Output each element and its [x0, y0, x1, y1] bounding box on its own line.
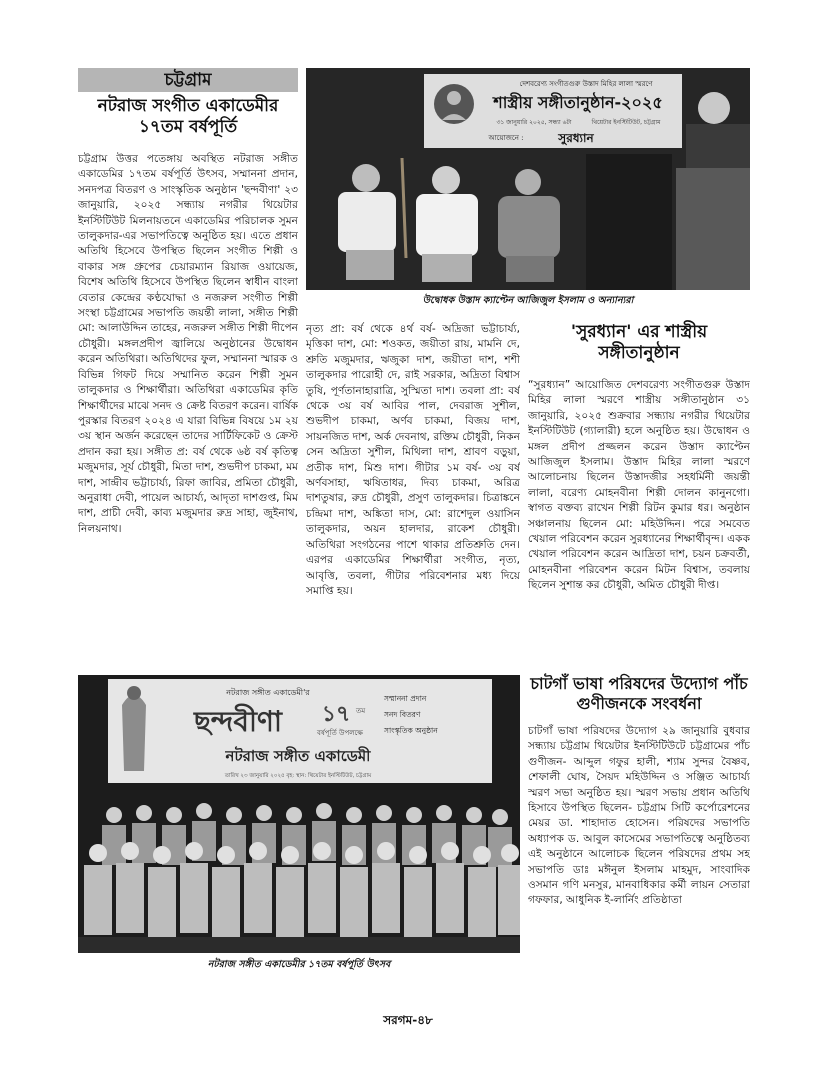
natoraj-banner-item-2: সনদ বিতরণ: [384, 710, 421, 719]
guest-figure-1: [352, 164, 380, 192]
banner-line1: দেশবরেণ্য সংগীতগুরু উস্তাদ মিহির লালা স্মরণে: [519, 80, 653, 88]
photo-natoraj-stage: [78, 675, 520, 953]
dancer-figure-icon: [122, 695, 146, 771]
article1-col1-text: চট্টগ্রাম উত্তর পতেঙ্গায় অবস্থিত নটরাজ সঙ্গীত একাডেমির ১৭তম বর্ষপূর্তি উৎসব, সম্মাননা প্রদান, সনদপত্র বিতরণ ও সাংস্কৃতিক অনুষ্ঠান 'ছন্দবীণা' ২৩ জানুয়ারি, ২০২৫ সন্ধ্যায় নগরীর থিয়েটার ইনস্টিটিউট মিলনায়তনে একাডেমির পরিচালক সুমন তালুকদার-এর সভাপতিত্বে অনুষ্ঠিত হয়। এতে প্রধান অতিথি হিসেবে উপস্থিত ছিলেন সংগীত শিল্পী ও বাকার সঙ্গ গ্রুপের চেয়ারম্যান রিয়াজ ওয়ায়েজ, বিশেষ অতিথি হিসেবে উপস্থিত ছিলেন স্বাধীন বাংলা বেতার কেন্দ্রের কণ্ঠযোদ্ধা ও নজরুল সংগীত শিল্পী সংস্থা চট্টগ্রামের সভাপতি জয়ন্তী লালা, সঙ্গীত শিল্পী মো: আলাউদ্দিন তাহের, নজরুল সঙ্গীত শিল্পী দীপেন চৌধুরী। মঙ্গলপ্রদীপ জ্বালিয়ে অনুষ্ঠানের উদ্বোধন করেন অতিথিরা। অতিথিদের ফুল, সম্মাননা স্মারক ও বিভিন্ন গিফট দিয়ে সম্মানিত করেন শিল্পী সুমন তালুকদার ও শিক্ষার্থীরা। অতিথিরা একাডেমির কৃতি শিক্ষার্থীদের মাঝে সনদ ও ক্রেষ্ট বিতরণ করেন। বার্ষিক পুরস্কার বিতরণ ২০২৪ এ যারা বিভিন্ন বিষয়ে ১ম ২য় ৩য় স্থান অর্জন করেছেন তাদের সার্টিফিকেট ও ক্রেস্ট প্রদান করা হয়। সঙ্গীত প্র: বর্ষ থেকে ৬ষ্ঠ বর্ষ কৃতিত্ব মজুমদার, সূর্য চৌধুরী, মিতা দাশ, শুভদীপ চাকমা, মম দাশ, সান্দ্রীব ভট্টাচার্য্য, রিফা জাবির, প্রমিতা চৌধুরী, অনুরাধা দেবী, পায়েল আচার্য্য, আদৃতা দাশগুপ্ত, মিম দাশ, প্রাচী দেবী, কাব্য মজুমদার রুদ্র সাহা, জুইনাথ, নিলয়নাথ।: [78, 153, 298, 535]
guest-figure-2: [432, 166, 460, 194]
banner-organizer-label: আয়োজনে :: [488, 134, 524, 142]
article3-body: [528, 724, 750, 962]
article1-col2-text: নৃত্য প্রা: বর্ষ থেকে ৪র্থ বর্ষ- অদ্রিজা ভট্টাচার্য্য, মৃত্তিকা দাশ, মো: শওকত, জয়ীতা রায়, মামনি দে, শ্রুতি মজুমদার, ঋজুকা দাশ, জয়ীতা দাশ, শশী তালুকদার পারোহী দে, রাই সরকার, অদ্রিতা বিশ্বাস তুষি, পূর্ণতানাহারাত্রি, সুস্মিতা দাশ। তবলা প্রা: বর্ষ থেকে ৩য় বর্ষ আবির পাল, দেবরাজ সুশীল, শুভদীপ চাকমা, অর্ণব চাকমা, বিজয় দাশ, সায়নজিত দাশ, অর্ক দেবনাথ, রক্তিম চৌধুরী, নিকন সেন অদ্রিতা সুশীল, মিথিলা দাশ, শ্রাবণ বড়ুয়া, প্রতীক দাশ, মিশু দাশ। গীটার ১ম বর্ষ- ৩য় বর্ষ অর্ণবসাহা, ঋষিতাধর, দিব্য চাকমা, অরিত্র দাশতুষার, রুদ্র চৌধুরী, প্রসুণ তালুকদার। চিত্রাঙ্কনে চন্দ্রিমা দাশ, অঙ্কিতা দাস, মো: রাশেদুল ওয়াসিন তালুকদার, অয়ন হালদার, রাকেশ চৌধুরী। অতিথিরা সংগঠনের পাশে থাকার প্রতিশ্রুতি দেন। এরপর একাডেমির শিক্ষার্থীরা সংগীত, নৃত্য, আবৃত্তি, তবলা, গীটার পরিবেশনার মধ্য দিয়ে সমাপ্তি হয়।: [306, 323, 520, 597]
photo-suradhyan-stage: [306, 68, 750, 290]
banner-venue: থিয়েটার ইনস্টিটিউট, চট্টগ্রাম: [591, 119, 661, 126]
article2-body-text: “সুরধ্যান” আয়োজিত দেশবরেণ্য সংগীতগুরু উস্তাদ মিহির লালা স্মরণে শাস্ত্রীয় সঙ্গীতানুষ্ঠান ৩১ জানুয়ারি, ২০২৫ শুক্রবার সন্ধ্যায় নগরীর থিয়েটার ইনস্টিটিউট (গ্যালারী) হলে অনুষ্ঠিত হয়। উদ্বোধন ও মঙ্গল প্রদীপ প্রজ্জলন করেন উস্তাদ ক্যাপ্টেন আজিজুল ইসলাম। উস্তাদ মিহির লালা স্মরণে আলোচনায় ছিলেন উস্তাদজীর সহধর্মিনী জয়ন্তী লালা, বরেণ্য মোহনবীনা শিল্পী দোলন কানুনগো। স্বাগত বক্তব্য রাখেন শিল্পী রিটন কুমার ধর। অনুষ্ঠান সঞ্চালনায় ছিলেন মো: মহিউদ্দিন। পরে সমবেত খেয়াল পরিবেশন করেন সুরধ্যানের শিক্ষার্থীবৃন্দ। একক খেয়াল পরিবেশন করেন আদ্রিতা দাশ, চয়ন চক্রবর্তী, মোহনবীনা পরিবেশন করেন মিটন বিশ্বাস, তবলায় ছিলেন সুশান্ত কর চৌধুরী, অমিত চৌধুরী দীপ্ত।: [528, 379, 750, 592]
page-number: সরগম-৪৮: [383, 1013, 433, 1027]
speaker-figure: [698, 92, 730, 124]
banner-title: শাস্ত্রীয় সঙ্গীতানুষ্ঠান-২০২৫: [493, 93, 663, 112]
article1-column2: [306, 322, 520, 670]
natoraj-banner-title: ছন্দবীণা: [193, 705, 283, 738]
natoraj-banner-item-1: সম্মাননা প্রদান: [384, 694, 427, 703]
article2-photo-caption: উদ্বোধক উস্তাদ ক্যাপ্টেন আজিজুল ইসলাম ও অন্যান্যরা: [422, 295, 634, 306]
natoraj-banner-date: তারিখ ২৩ জানুয়ারি ২০২৫ বৃহ: স্থান: থিয়েটার ইনস্টিটিউট, চট্টগ্রাম: [224, 773, 372, 779]
article1-photo-caption: নটরাজ সঙ্গীত একাডেমীর ১৭তম বর্ষপূর্তি উৎসব: [207, 959, 391, 970]
article3-body-text: চাটগাঁ ভাষা পরিষদের উদ্যোগ ২৯ জানুয়ারি বুধবার সন্ধ্যায় চট্টগ্রাম থিয়েটার ইনস্টিটিউটে চট্টগ্রামের পাঁচ গুণীজন- আব্দুল গফুর হালী, শ্যাম সুন্দর বৈষ্ণব, শেফালী ঘোষ, সৈয়দ মহিউদ্দিন ও সঞ্জিত আচার্য্য স্মরণ সভা অনুষ্ঠিত হয়। স্মরণ সভায় প্রধান অতিথি হিসাবে উপস্থিত ছিলেন- চট্টগ্রাম সিটি কর্পোরেশনের মেয়র ডা. শাহাদাত হোসেন। পরিষদের সভাপতি অধ্যাপক ড. আবুল কাসেমের সভাপতিত্বে অনুষ্ঠিতব্য এই অনুষ্ঠানে আলোচক ছিলেন পরিষদের প্রথম সহ সভাপতি ডাঃ মঈনুল ইসলাম মাহমুদ, সাংবাদিক ওসমান গণি মনসুর, মানবাধিকার কর্মী লায়ন সেতারা গফফার, আধুনিক ই-লার্নিং প্রতিষ্ঠাতা: [528, 725, 750, 907]
article2-title: 'সুরধ্যান' এর শাস্ত্রীয় সঙ্গীতানুষ্ঠান: [570, 322, 708, 364]
banner-date: ৩১ জানুয়ারি ২০২৫, সন্ধ্যা ৬টা: [496, 119, 572, 126]
natoraj-photo-illustration: [78, 675, 520, 953]
natoraj-banner-number: ১৭: [321, 702, 351, 727]
guest-figure-3: [515, 169, 541, 195]
article1-column1: [78, 152, 298, 670]
banner-organizer: সুরধ্যান: [558, 131, 594, 145]
natoraj-banner-number-word: বর্ষপূর্তি উপলক্ষে: [317, 729, 363, 737]
article1-title: নটরাজ সংগীত একাডেমীর ১৭তম বর্ষপূর্তি: [97, 96, 279, 138]
natoraj-banner-number-suffix: তম: [356, 707, 366, 715]
stage-photo-illustration: [306, 68, 750, 290]
article2-body: [528, 378, 750, 670]
natoraj-banner-item-3: সাংস্কৃতিক অনুষ্ঠান: [384, 726, 438, 735]
article3-title: চাটগাঁ ভাষা পরিষদের উদ্যোগ পাঁচ গুণীজনকে সংবর্ধনা: [530, 674, 748, 713]
natoraj-banner-bottom: নটরাজ সঙ্গীত একাডেমী: [225, 747, 371, 765]
podium: [676, 168, 750, 290]
natoraj-banner-org: নটরাজ সঙ্গীত একাডেমী'র: [226, 688, 310, 697]
section-label: চট্টগ্রাম: [78, 68, 298, 92]
